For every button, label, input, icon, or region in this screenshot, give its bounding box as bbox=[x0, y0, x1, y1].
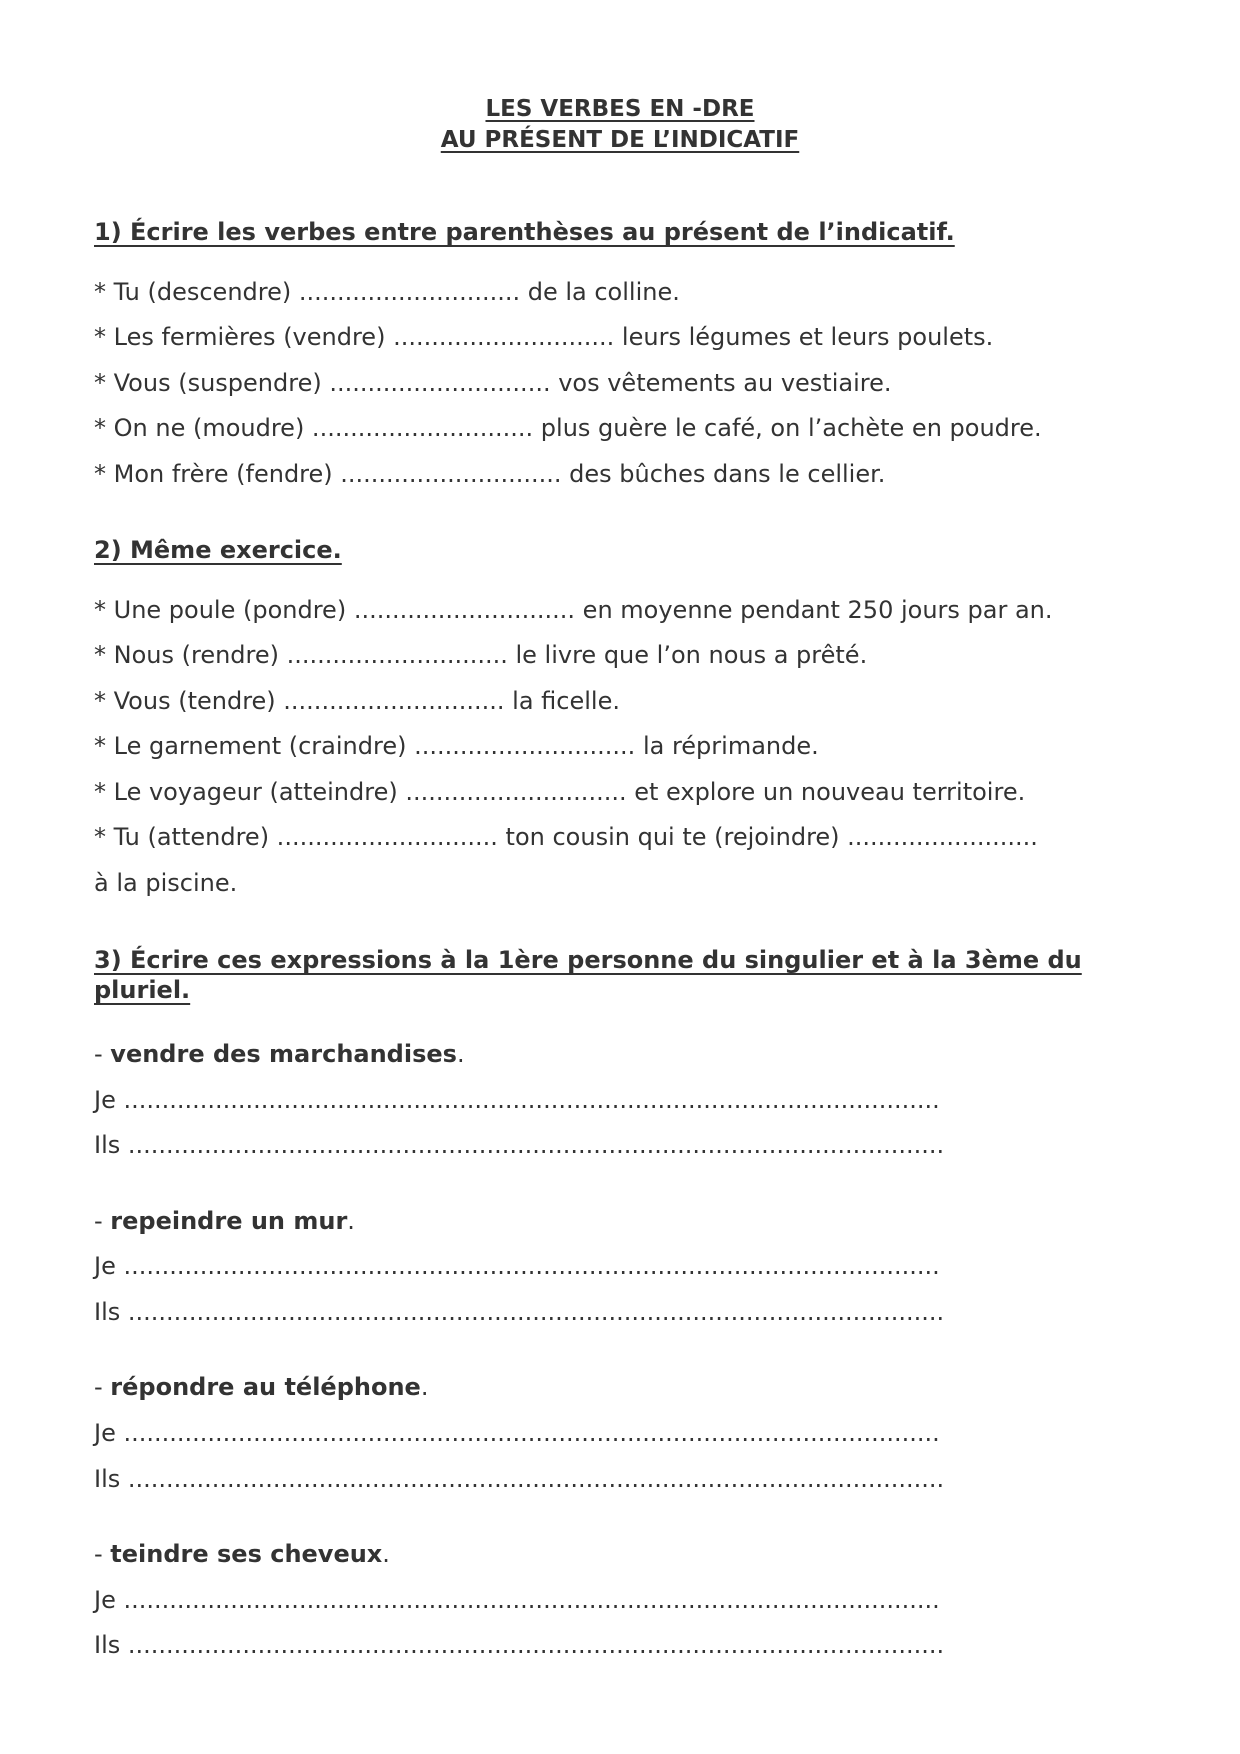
exercise-2-heading: 2) Même exercice. bbox=[94, 536, 342, 564]
expression-item bbox=[94, 1207, 355, 1235]
expression-dash: - bbox=[94, 1540, 111, 1568]
answer-line-je: Je ........................................................................................................... bbox=[94, 1252, 940, 1280]
expression-dash: - bbox=[94, 1373, 111, 1401]
answer-line-ils: Ils ........................................................................................................... bbox=[94, 1465, 945, 1493]
expression-dot: . bbox=[456, 1040, 465, 1068]
expression-item bbox=[94, 1373, 428, 1401]
expression-dot: . bbox=[420, 1373, 429, 1401]
answer-line-ils: Ils ........................................................................................................... bbox=[94, 1131, 945, 1159]
exercise-1-line: * Les fermières (vendre) ............................. leurs légumes et leurs poulets. bbox=[94, 323, 994, 351]
exercise-2-line: à la piscine. bbox=[94, 869, 238, 897]
expression-text: répondre au téléphone bbox=[110, 1373, 421, 1401]
expression-dot: . bbox=[382, 1540, 390, 1568]
exercise-1-line: * Mon frère (fendre) ............................. des bûches dans le cellier. bbox=[94, 460, 886, 488]
answer-line-ils: Ils ........................................................................................................... bbox=[94, 1298, 945, 1326]
exercise-2-line: * Nous (rendre) ............................. le livre que l’on nous a prêté. bbox=[94, 641, 868, 669]
exercise-2-line: * Le voyageur (atteindre) ............................. et explore un nouveau territoire. bbox=[94, 778, 1026, 806]
expression-dash: - bbox=[94, 1207, 111, 1235]
expression-text: vendre des marchandises bbox=[110, 1040, 457, 1068]
exercise-3-heading: pluriel. bbox=[94, 976, 191, 1004]
expression-text: teindre ses cheveux bbox=[110, 1540, 383, 1568]
exercise-2-line: * Vous (tendre) ............................. la ficelle. bbox=[94, 687, 620, 715]
page-title-line-1: LES VERBES EN -DRE bbox=[485, 96, 755, 122]
exercise-2-line: * Le garnement (craindre) ............................. la réprimande. bbox=[94, 732, 819, 760]
exercise-1-heading: 1) Écrire les verbes entre parenthèses au présent de l’indicatif. bbox=[94, 218, 955, 246]
exercise-1-line: * Tu (descendre) ............................. de la colline. bbox=[94, 278, 680, 306]
answer-line-je: Je ........................................................................................................... bbox=[94, 1419, 940, 1447]
answer-line-ils: Ils ........................................................................................................... bbox=[94, 1631, 945, 1659]
exercise-2-line: * Tu (attendre) ............................. ton cousin qui te (rejoindre) ......................... bbox=[94, 823, 1038, 851]
answer-line-je: Je ........................................................................................................... bbox=[94, 1586, 940, 1614]
expression-text: repeindre un mur bbox=[110, 1207, 348, 1235]
expression-dot: . bbox=[347, 1207, 355, 1235]
exercise-3-heading: 3) Écrire ces expressions à la 1ère personne du singulier et à la 3ème du bbox=[94, 946, 1082, 974]
answer-line-je: Je ........................................................................................................... bbox=[94, 1086, 940, 1114]
exercise-1-line: * On ne (moudre) ............................. plus guère le café, on l’achète en poudre. bbox=[94, 414, 1042, 442]
expression-item bbox=[94, 1540, 390, 1568]
exercise-2-line: * Une poule (pondre) ............................. en moyenne pendant 250 jours par an. bbox=[94, 596, 1053, 624]
expression-dash: - bbox=[94, 1040, 111, 1068]
exercise-1-line: * Vous (suspendre) ............................. vos vêtements au vestiaire. bbox=[94, 369, 892, 397]
page-title-line-2: AU PRÉSENT DE L’INDICATIF bbox=[440, 127, 800, 153]
expression-item bbox=[94, 1040, 465, 1068]
